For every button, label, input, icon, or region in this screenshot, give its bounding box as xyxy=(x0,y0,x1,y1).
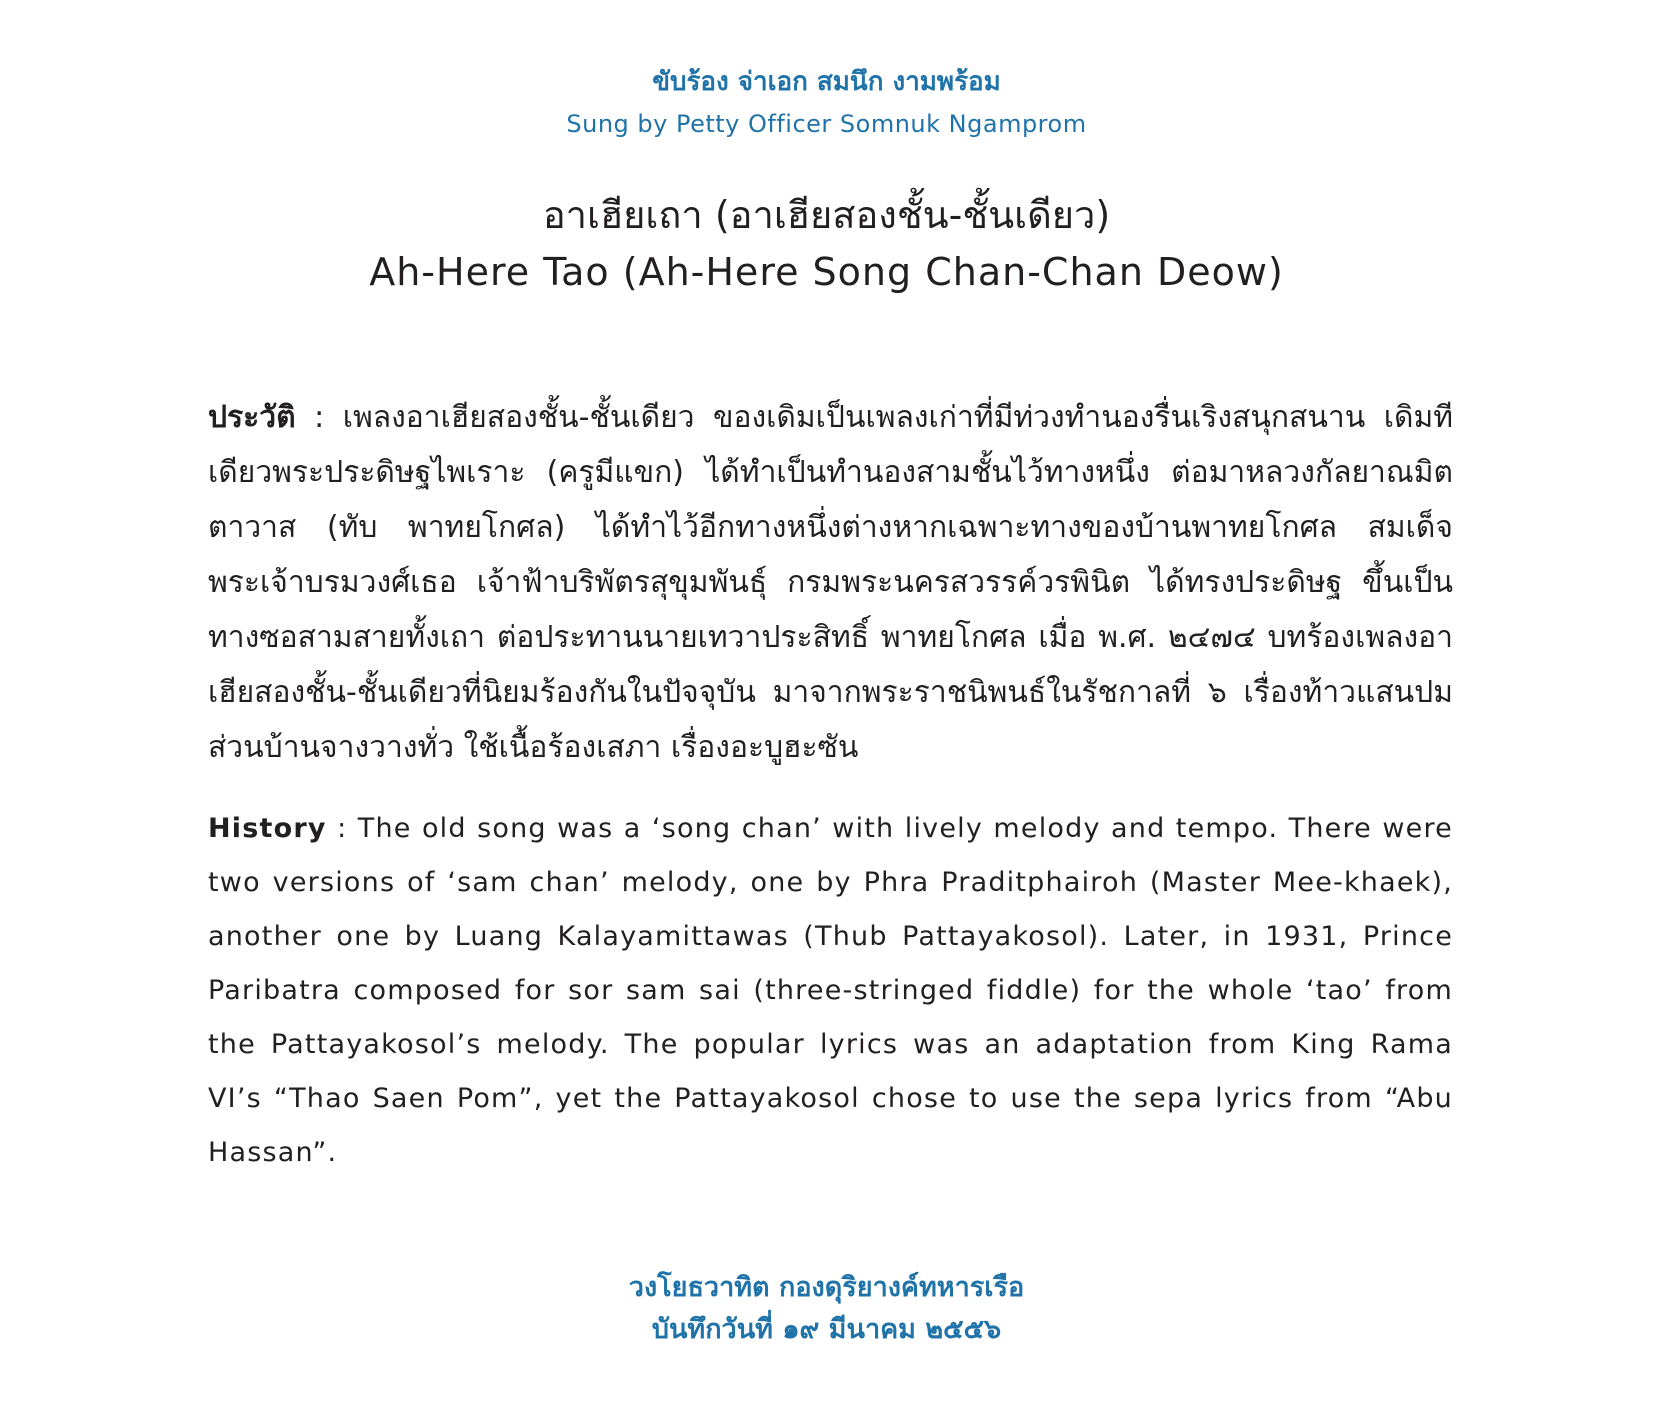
history-text-english: The old song was a ‘song chan’ with lively melody and tempo. There were two versions of ‘sam chan’ melody, one by Phra Praditphairoh (Master Mee-khaek), another one by Luang Kalayamittawas (Thub Pattayakosol). Later, in 1931, Prince Paribatra composed for sor sam sai (three-stringed fiddle) for the whole ‘tao’ from the Pattayakosol’s melody. The popular lyrics was an adaptation from King Rama VI’s “Thao Saen Pom”, yet the Pattayakosol chose to use the sepa lyrics from “Abu Hassan”. xyxy=(208,813,1453,1168)
history-label-thai: ประวัติ xyxy=(208,400,296,435)
performer-band: วงโยธวาทิต กองดุริยางค์ทหารเรือ xyxy=(628,1272,1025,1303)
song-title-english: Ah-Here Tao (Ah-Here Song Chan-Chan Deow) xyxy=(369,250,1284,294)
history-separator-thai: : xyxy=(295,400,343,435)
song-title-thai: อาเฮียเถา (อาเฮียสองชั้น-ชั้นเดียว) xyxy=(542,193,1111,237)
singer-credit-thai: ขับร้อง จ่าเอก สมนึก งามพร้อม xyxy=(652,67,1001,97)
history-text-thai: เพลงอาเฮียสองชั้น-ชั้นเดียว ของเดิมเป็นเพลงเก่าที่มีท่วงทำนองรื่นเริงสนุกสนาน เดิมทีเดียวพระประดิษฐไพเราะ (ครูมีแขก) ได้ทำเป็นทำนองสามชั้นไว้ทางหนึ่ง ต่อมาหลวงกัลยาณมิตตาวาส (ทับ พาทยโกศล) ได้ทำไว้อีกทางหนึ่งต่างหากเฉพาะทางของบ้านพาทยโกศล สมเด็จพระเจ้าบรมวงศ์เธอ เจ้าฟ้าบริพัตรสุขุมพันธุ์ กรมพระนครสวรรค์วรพินิต ได้ทรงประดิษฐ ขึ้นเป็นทางซอสามสายทั้งเถา ต่อประทานนายเทวาประสิทธิ์ พาทยโกศล เมื่อ พ.ศ. ๒๔๗๔ บทร้องเพลงอาเฮียสองชั้น-ชั้นเดียวที่นิยมร้องกันในปัจจุบัน มาจากพระราชนิพนธ์ในรัชกาลที่ ๖ เรื่องท้าวแสนปม ส่วนบ้านจางวางทั่ว ใช้เนื้อร้องเสภา เรื่องอะบูฮะซัน xyxy=(208,400,1453,765)
history-label-english: History xyxy=(208,813,327,844)
history-separator-english: : xyxy=(326,813,358,844)
recording-date: บันทึกวันที่ ๑๙ มีนาคม ๒๕๕๖ xyxy=(651,1314,1002,1345)
singer-credit-english: Sung by Petty Officer Somnuk Ngamprom xyxy=(566,110,1087,138)
history-paragraph-english xyxy=(208,802,1453,1180)
history-paragraph-thai xyxy=(208,390,1453,775)
